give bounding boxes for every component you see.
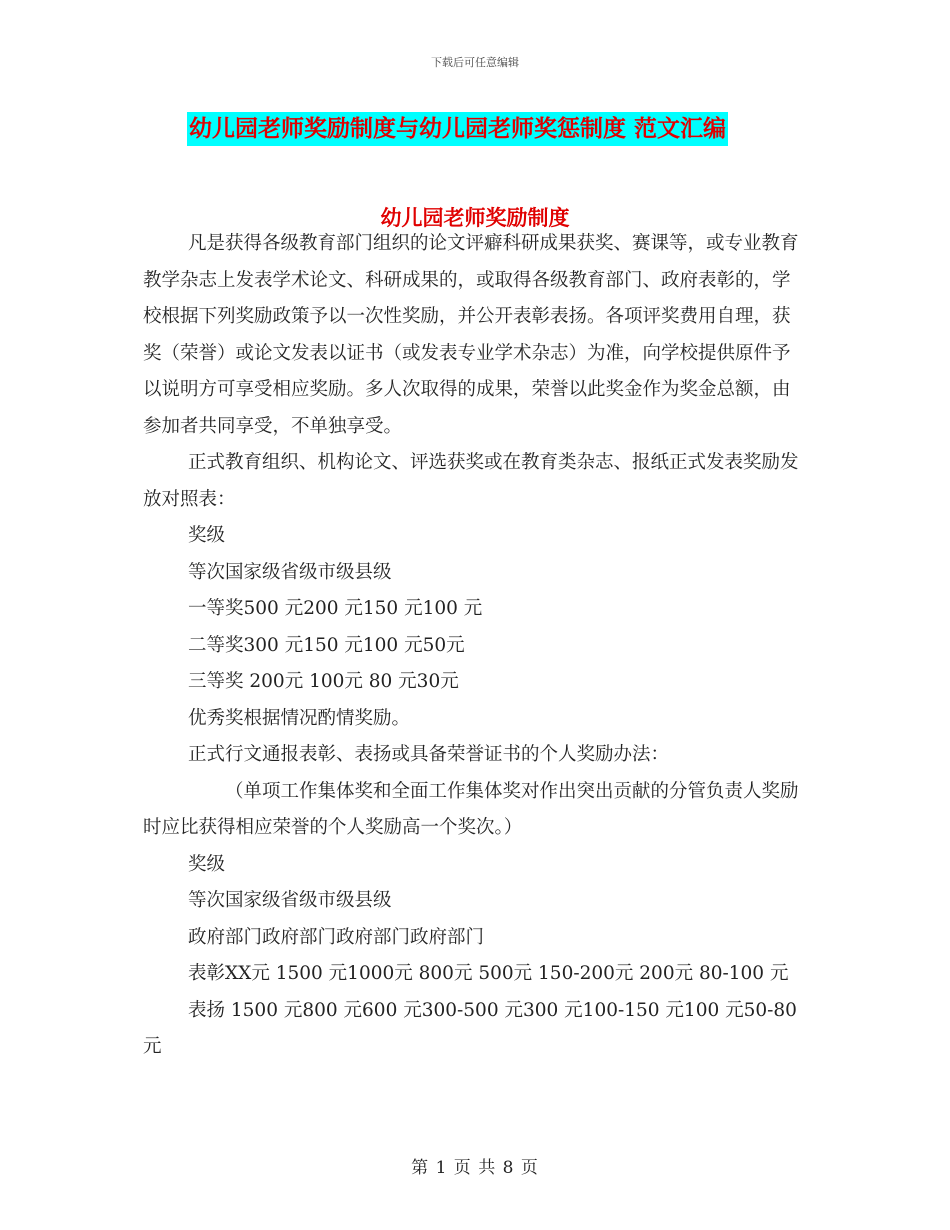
paragraph-award-level-2: 奖级 bbox=[188, 853, 226, 875]
paragraph-intro: 凡是获得各级教育部门组织的论文评癖科研成果获奖、赛课等，或专业教育教学杂志上发表学术论文、科研成果的，或取得各级教育部门、政府表彰的，学校根据下列奖励政策予以一次性奖励，并公开表彰表扬。各项评奖费用自理，获奖（荣誉）或论文发表以证书（或发表专业学术杂志）为准，向学校提供原件予以说明方可享受相应奖励。多人次取得的成果，荣誉以此奖金作为奖金总额，由参加者共同享受，不单独享受。 bbox=[143, 233, 799, 437]
header-note: 下载后可任意编辑 bbox=[431, 56, 519, 69]
paragraph-individual-method: 正式行文通报表彰、表扬或具备荣誉证书的个人奖励办法： bbox=[188, 744, 670, 765]
paragraph-second-prize: 二等奖300 元150 元100 元50元 bbox=[188, 634, 465, 656]
paragraph-first-prize: 一等奖500 元200 元150 元100 元 bbox=[188, 598, 483, 619]
document-body bbox=[143, 226, 808, 1066]
paragraph-collective-note: （单项工作集体奖和全面工作集体奖对作出突出贡献的分管负责人奖励时应比获得相应荣誉的个人奖励高一个奖次。） bbox=[143, 780, 799, 838]
paragraph-commendation: 表彰XX元 1500 元1000元 800元 500元 150-200元 200元 80-100 元 bbox=[188, 963, 789, 984]
page-footer: 第 1 页 共 8 页 bbox=[411, 1158, 539, 1178]
paragraph-grade-header-2: 等次国家级省级市级县级 bbox=[188, 890, 392, 911]
section-title: 幼儿园老师奖励制度 bbox=[380, 206, 570, 230]
paragraph-award-level: 奖级 bbox=[188, 525, 226, 546]
document-main-title: 幼儿园老师奖励制度与幼儿园老师奖惩制度 范文汇编 bbox=[187, 112, 728, 146]
paragraph-excellence-prize: 优秀奖根据情况酌情奖励。 bbox=[188, 707, 411, 729]
paragraph-table-intro: 正式教育组织、机构论文、评选获奖或在教育类杂志、报纸正式发表奖励发放对照表： bbox=[143, 452, 799, 510]
paragraph-grade-header: 等次国家级省级市级县级 bbox=[188, 561, 392, 583]
paragraph-government-header: 政府部门政府部门政府部门政府部门 bbox=[188, 926, 485, 948]
paragraph-praise: 表扬 1500 元800 元600 元300-500 元300 元100-150 元100 元50-80 元 bbox=[143, 999, 797, 1057]
paragraph-third-prize: 三等奖 200元 100元 80 元30元 bbox=[188, 671, 459, 692]
